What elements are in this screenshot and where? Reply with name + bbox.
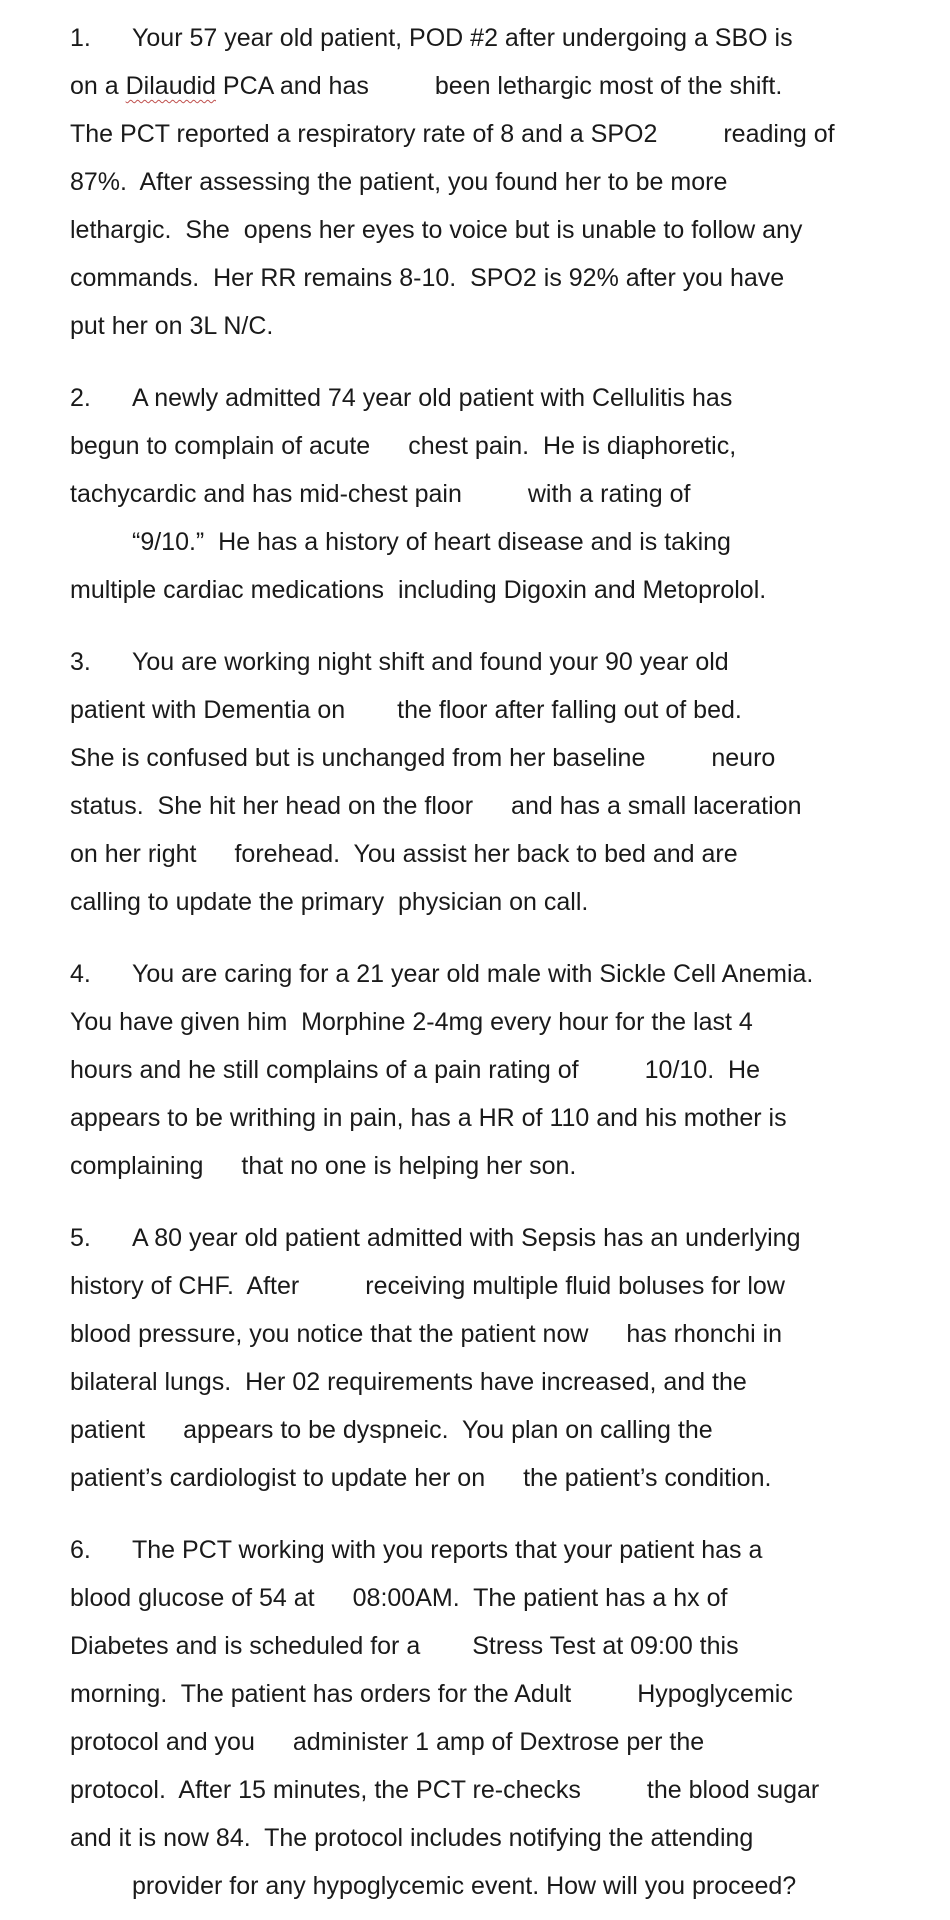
- scenario-text: reading of: [723, 120, 835, 148]
- document-page: [70, 14, 910, 1910]
- scenario-text: Your 57 year old patient, POD #2 after undergoing a SBO is: [132, 24, 793, 52]
- scenario-line: [70, 1814, 910, 1862]
- scenario-text: patient with Dementia on: [70, 696, 346, 724]
- scenario-line: [70, 62, 910, 110]
- scenario-text: You are caring for a 21 year old male with Sickle Cell Anemia.: [132, 960, 814, 988]
- scenario-text: complaining: [70, 1152, 204, 1180]
- scenario-line: [70, 374, 910, 422]
- scenario-line: [70, 950, 910, 998]
- scenario-text: hours and he still complains of a pain rating of: [70, 1056, 579, 1084]
- scenario-number: 2.: [70, 384, 91, 412]
- scenario-text: bilateral lungs. Her 02 requirements have increased, and the: [70, 1368, 747, 1396]
- scenario-text: chest pain. He is diaphoretic,: [408, 432, 737, 460]
- scenario-text: 87%. After assessing the patient, you found her to be more: [70, 168, 728, 196]
- scenario-text: and has a small laceration: [511, 792, 802, 820]
- scenario-line: [70, 1574, 910, 1622]
- scenario-text: neuro: [711, 744, 776, 772]
- scenario-line: [70, 1262, 910, 1310]
- scenario-line: [70, 1094, 910, 1142]
- scenario-text: 10/10. He: [644, 1056, 760, 1084]
- scenario-text: Hypoglycemic: [637, 1680, 793, 1708]
- scenario-text: administer 1 amp of Dextrose per the: [292, 1728, 705, 1756]
- scenario-text: on a: [70, 72, 119, 100]
- scenario-text: been lethargic most of the shift.: [434, 72, 783, 100]
- scenario-line: [70, 1454, 910, 1502]
- scenario-line: [70, 1046, 910, 1094]
- scenario-text: “9/10.” He has a history of heart disease and is taking: [132, 528, 731, 556]
- scenario-line: [70, 1766, 910, 1814]
- scenario-text: A 80 year old patient admitted with Sepsis has an underlying: [132, 1224, 801, 1252]
- scenario-text: the floor after falling out of bed.: [397, 696, 742, 724]
- scenario-6: [70, 1526, 910, 1910]
- scenario-text: You have given him Morphine 2-4mg every hour for the last 4: [70, 1008, 753, 1036]
- scenario-text: You are working night shift and found your 90 year old: [132, 648, 729, 676]
- scenario-text: Stress Test at 09:00 this: [472, 1632, 739, 1660]
- scenario-number: 5.: [70, 1224, 91, 1252]
- spellcheck-flagged-word: Dilaudid: [125, 72, 216, 100]
- scenario-text: The PCT working with you reports that your patient has a: [132, 1536, 763, 1564]
- scenario-text: A newly admitted 74 year old patient with Cellulitis has: [132, 384, 733, 412]
- scenario-number: 1.: [70, 24, 91, 52]
- scenario-text: receiving multiple fluid boluses for low: [365, 1272, 785, 1300]
- scenario-line: [70, 1358, 910, 1406]
- scenario-5: [70, 1214, 910, 1502]
- scenario-text: lethargic. She opens her eyes to voice but is unable to follow any: [70, 216, 803, 244]
- scenario-line: [70, 998, 910, 1046]
- scenario-text: calling to update the primary: [70, 888, 385, 916]
- scenario-text: The PCT reported a respiratory rate of 8 and a SPO2: [70, 120, 658, 148]
- scenario-text: physician on call.: [397, 888, 589, 916]
- scenario-text: patient’s cardiologist to update her on: [70, 1464, 486, 1492]
- scenario-line: [70, 206, 910, 254]
- scenario-line: [70, 1718, 910, 1766]
- scenario-text: forehead. You assist her back to bed and are: [234, 840, 738, 868]
- scenario-text: and it is now 84. The protocol includes notifying the attending: [70, 1824, 754, 1852]
- scenario-text: protocol and you: [70, 1728, 255, 1756]
- scenario-text: commands. Her RR remains 8-10. SPO2 is 92% after you have: [70, 264, 785, 292]
- scenario-line: [70, 734, 910, 782]
- scenario-text: including Digoxin and Metoprolol.: [397, 576, 767, 604]
- scenario-text: with a rating of: [527, 480, 691, 508]
- scenario-text: has rhonchi in: [626, 1320, 783, 1348]
- scenario-3: [70, 638, 910, 926]
- scenario-line: [70, 830, 910, 878]
- scenario-line: [70, 1670, 910, 1718]
- scenario-number: 6.: [70, 1536, 91, 1564]
- scenario-line: [70, 518, 910, 566]
- scenario-line: [70, 1526, 910, 1574]
- scenario-text: begun to complain of acute: [70, 432, 371, 460]
- scenario-text: morning. The patient has orders for the Adult: [70, 1680, 572, 1708]
- scenario-text: multiple cardiac medications: [70, 576, 385, 604]
- scenario-text: put her on 3L N/C.: [70, 312, 274, 340]
- scenario-line: [70, 1214, 910, 1262]
- scenario-number: 3.: [70, 648, 91, 676]
- scenario-text: on her right: [70, 840, 197, 868]
- scenario-line: [70, 14, 910, 62]
- scenario-text: appears to be writhing in pain, has a HR of 110 and his mother is: [70, 1104, 787, 1132]
- scenario-line: [70, 566, 910, 614]
- scenario-text: Diabetes and is scheduled for a: [70, 1632, 421, 1660]
- scenario-text: the blood sugar: [646, 1776, 820, 1804]
- scenario-line: [70, 878, 910, 926]
- scenario-text: protocol. After 15 minutes, the PCT re-checks: [70, 1776, 581, 1804]
- scenario-line: [70, 110, 910, 158]
- scenario-line: [70, 254, 910, 302]
- scenario-line: [70, 1406, 910, 1454]
- scenario-line: [70, 422, 910, 470]
- scenario-text: appears to be dyspneic. You plan on calling the: [183, 1416, 713, 1444]
- scenario-text: 08:00AM. The patient has a hx of: [352, 1584, 728, 1612]
- scenario-text: She is confused but is unchanged from her baseline: [70, 744, 646, 772]
- scenario-text: PCA and has: [222, 72, 369, 100]
- scenario-1: [70, 14, 910, 350]
- scenario-text: blood pressure, you notice that the patient now: [70, 1320, 589, 1348]
- scenario-line: [70, 1622, 910, 1670]
- scenario-line: [70, 1862, 910, 1910]
- scenario-text: patient: [70, 1416, 146, 1444]
- scenario-4: [70, 950, 910, 1190]
- scenario-line: [70, 782, 910, 830]
- scenario-text: that no one is helping her son.: [241, 1152, 577, 1180]
- scenario-line: [70, 470, 910, 518]
- scenario-text: provider for any hypoglycemic event. How will you proceed?: [132, 1872, 797, 1900]
- scenario-text: status. She hit her head on the floor: [70, 792, 474, 820]
- scenario-line: [70, 1310, 910, 1358]
- scenario-text: history of CHF. After: [70, 1272, 300, 1300]
- scenario-line: [70, 686, 910, 734]
- scenario-line: [70, 158, 910, 206]
- scenario-text: blood glucose of 54 at: [70, 1584, 315, 1612]
- scenario-text: the patient’s condition.: [523, 1464, 772, 1492]
- scenario-2: [70, 374, 910, 614]
- scenario-line: [70, 638, 910, 686]
- scenario-number: 4.: [70, 960, 91, 988]
- scenario-line: [70, 302, 910, 350]
- scenario-text: tachycardic and has mid-chest pain: [70, 480, 462, 508]
- scenario-line: [70, 1142, 910, 1190]
